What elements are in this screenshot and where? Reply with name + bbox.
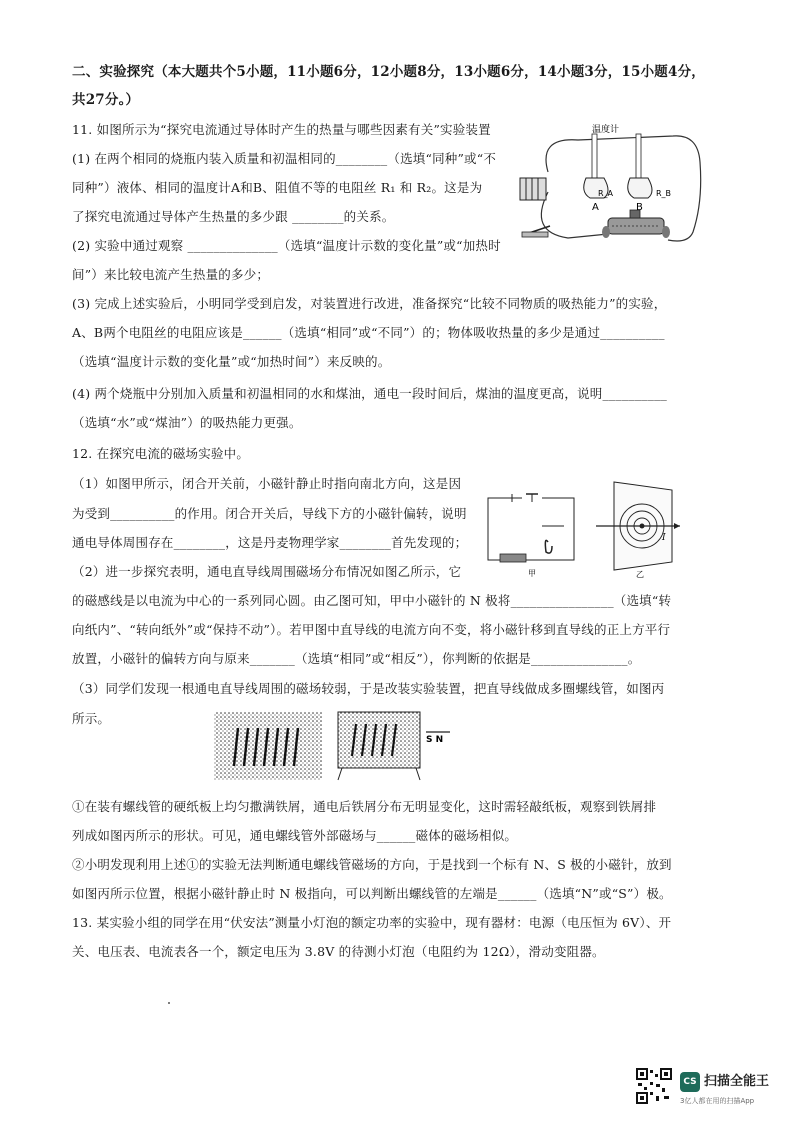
- q12-line: （2）进一步探究表明，通电直导线周围磁场分布情况如图乙所示，它: [72, 564, 462, 579]
- q12-line: ②小明发现利用上述①的实验无法判断通电螺线管磁场的方向，于是找到一个标有 N、S 极的小磁针，放到: [72, 857, 672, 872]
- watermark-tagline: 3亿人都在用的扫描App: [680, 1097, 755, 1105]
- q12-line: 为受到__________的作用。闭合开关后，导线下方的小磁针偏转，说明: [72, 506, 467, 521]
- q11-line: 11. 如图所示为“探究电流通过导体时产生的热量与哪些因素有关”实验装置: [72, 122, 491, 137]
- q11-line: 间”）来比较电流产生热量的多少；: [72, 267, 270, 282]
- q12-line: 向纸内”、“转向纸外”或“保持不动”）。若甲图中直导线的电流方向不变，将小磁针移到直导线的正上方平行: [72, 622, 671, 637]
- q12-figure-bing: [212, 708, 462, 784]
- section-header-line1: 二、实验探究（本大题共个5小题，11小题6分，12小题8分，13小题6分，14小题3分，15小题4分，: [72, 64, 705, 80]
- q12-figure-yi: [596, 478, 682, 578]
- ra-label: R_A: [598, 189, 614, 198]
- current-label: I: [662, 533, 666, 543]
- q11-line: A、B两个电阻丝的电阻应该是______（选填“相同”或“不同”）的；物体吸收热量的多少是通过__________: [72, 325, 665, 340]
- watermark-app-name: 扫描全能王: [704, 1074, 770, 1089]
- q12-line: 的磁感线是以电流为中心的一系列同心圆。由乙图可知，甲中小磁针的 N 极将________________（选填“转: [72, 593, 672, 608]
- q13-line: 关、电压表、电流表各一个，额定电压为 3.8V 的待测小灯泡（电阻约为 12Ω），滑动变阻器。: [72, 944, 605, 959]
- q11-line: (2) 实验中通过观察 ______________（选填“温度计示数的变化量”或“加热时: [72, 238, 501, 253]
- compass-sn-label: S N: [426, 735, 444, 745]
- thermometer-label: 温度计: [592, 125, 620, 135]
- q12-line: 12. 在探究电流的磁场实验中。: [72, 446, 250, 461]
- q11-line: (1) 在两个相同的烧瓶内装入质量和初温相同的________（选填“同种”或“不: [72, 151, 497, 166]
- flask-b-label: B: [636, 202, 643, 213]
- q11-line: 了探究电流通过导体产生热量的多少跟 ________的关系。: [72, 209, 395, 224]
- flask-a-label: A: [592, 202, 599, 213]
- figure-yi-label: 乙: [636, 570, 644, 578]
- qr-code-icon: [636, 1068, 672, 1104]
- q11-line: (4) 两个烧瓶中分别加入质量和初温相同的水和煤油，通电一段时间后，煤油的温度更高，说明__________: [72, 386, 667, 401]
- rb-label: R_B: [656, 189, 672, 198]
- section-header-line2: 共27分。）: [72, 92, 140, 108]
- q12-line: 所示。: [72, 711, 111, 726]
- q12-line: 列成如图丙所示的形状。可见，通电螺线管外部磁场与______磁体的磁场相似。: [72, 828, 518, 843]
- q12-line: ①在装有螺线管的硬纸板上均匀撒满铁屑，通电后铁屑分布无明显变化，这时需轻敲纸板，观察到铁屑排: [72, 799, 657, 814]
- q12-line: 通电导体周围存在________，这是丹麦物理学家________首先发现的；: [72, 535, 468, 550]
- figure-jia-label: 甲: [528, 569, 536, 578]
- q12-line: 如图丙所示位置，根据小磁针静止时 N 极指向，可以判断出螺线管的左端是______（选填“N”或“S”）极。: [72, 886, 672, 901]
- q12-line: 放置，小磁针的偏转方向与原来_______（选填“相同”或“相反”），你判断的依据是_______________。: [72, 651, 641, 666]
- scan-speck: [168, 1002, 170, 1004]
- q11-line: （选填“温度计示数的变化量”或“加热时间”）来反映的。: [72, 354, 391, 369]
- q12-line: （1）如图甲所示，闭合开关前，小磁针静止时指向南北方向，这是因: [72, 476, 462, 491]
- q11-line: (3) 完成上述实验后，小明同学受到启发，对装置进行改进，准备探究“比较不同物质的吸热能力”的实验，: [72, 296, 667, 311]
- camscanner-logo-icon: CS: [680, 1072, 700, 1092]
- q13-line: 13. 某实验小组的同学在用“伏安法”测量小灯泡的额定功率的实验中，现有器材：电源（电压恒为 6V）、开: [72, 915, 672, 930]
- q11-line: （选填“水”或“煤油”）的吸热能力更强。: [72, 415, 302, 430]
- q11-apparatus-figure: [508, 122, 718, 252]
- q11-line: 同种”）液体、相同的温度计A和B、阻值不等的电阻丝 R₁ 和 R₂。这是为: [72, 180, 483, 195]
- scanner-watermark: [636, 1068, 786, 1110]
- q12-line: （3）同学们发现一根通电直导线周围的磁场较弱，于是改装实验装置，把直导线做成多圈螺线管，如图丙: [72, 681, 665, 696]
- q12-figure-jia: [482, 488, 582, 578]
